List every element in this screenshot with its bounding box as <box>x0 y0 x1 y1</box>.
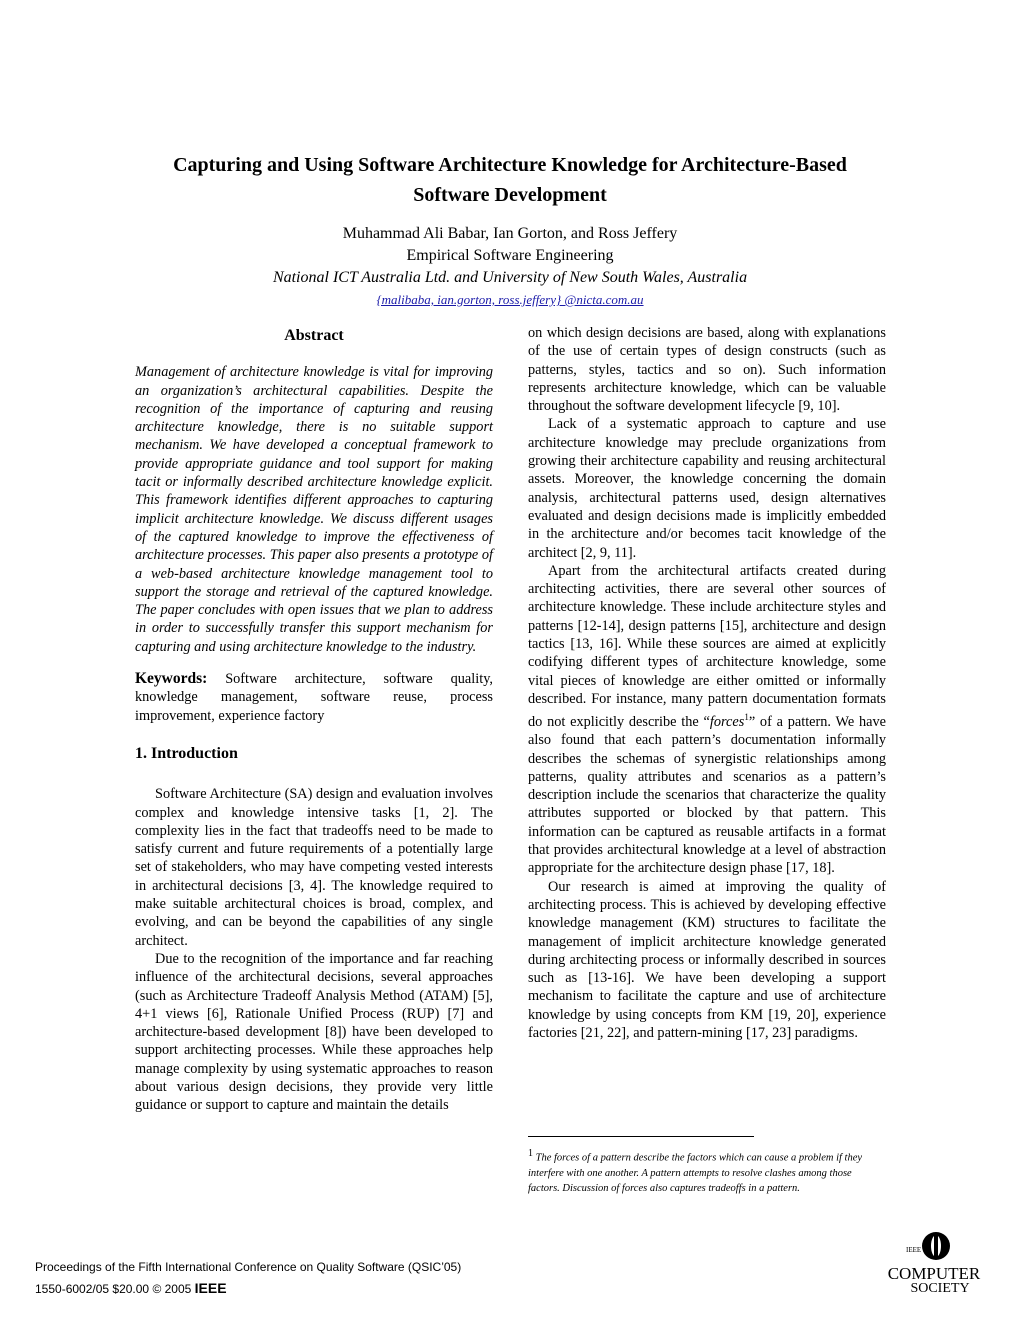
ieee-wordmark: IEEE <box>194 1280 227 1296</box>
author-block <box>100 223 920 311</box>
keywords-label: Keywords: <box>135 670 208 688</box>
abstract-heading: Abstract <box>284 327 344 344</box>
intro-paragraph-1: Software Architecture (SA) design and evaluation involves complex and knowledge intensive tasks [1, 2]. The complexity lies in the fact that tradeoffs need to be made to satisfy current and future requirements of a potentially large set of stakeholders, who may have competing vested interests in architectural decisions [3, 4]. The knowledge required to make suitable architectural choices is broad, complex, and evolving, and can be beyond the capabilities of any single architect. <box>135 786 493 949</box>
logo-line-1: COMPUTER <box>887 1264 981 1283</box>
footnote-rule <box>528 1136 754 1137</box>
footnote-mark: 1 <box>528 1148 533 1159</box>
title-line-1: Capturing and Using Software Architecture Knowledge for Architecture-Based <box>173 154 847 176</box>
footnote-text: The forces of a pattern describe the factors which can cause a problem if they interfere with one another. A pattern attempts to resolve clashes among those factors. Discussion of forces also captures tradeoffs in a pattern. <box>528 1152 863 1194</box>
keywords <box>135 670 493 725</box>
institution: National ICT Australia Ltd. and University of New South Wales, Australia <box>272 269 748 286</box>
paper-title <box>100 150 920 210</box>
forces-term: forces <box>709 714 745 730</box>
footnote <box>528 1146 886 1196</box>
page-footer <box>35 1257 461 1300</box>
issn-line <box>35 1278 461 1300</box>
issn-price: 1550-6002/05 $20.00 © 2005 <box>35 1282 192 1296</box>
right-paragraph-3 <box>528 562 886 878</box>
right-paragraph-3-start: Apart from the architectural artifacts created during architecting activities, there are several other sources of architecture knowledge. These include architecture styles and patterns [12-14], design patterns [15], architecture and design tactics [13, 16]. While these sources are aimed at explicitly codifying different types of architecture knowledge, some vital pieces of knowledge are either omitted or informally described. For instance, many pattern documentation formats do not explicitly describe the “ <box>528 562 886 730</box>
department: Empirical Software Engineering <box>406 247 614 264</box>
logo-small-text: IEEE <box>906 1246 922 1254</box>
right-column <box>528 324 886 1042</box>
proceedings-line: Proceedings of the Fifth International Conference on Quality Software (QSIC’05) <box>35 1260 462 1274</box>
left-column <box>135 320 493 1115</box>
right-paragraph-4: Our research is aimed at improving the quality of architecting process. This is achieved by developing effective knowledge management (KM) structures to facilitate the management of implicit architecture knowledge generated during architecting process or informally described in sources such as [13-16]. We have been developing a support mechanism to facilitate the capture and use of architecture knowledge by using concepts from KM [19, 20], experience factories [21, 22], and pattern-mining [17, 23] paradigms. <box>528 878 886 1042</box>
right-paragraph-3-end: ” of a pattern. We have also found that each pattern’s documentation informally describes the schemas of synergistic relationships among patterns, quality attributes and scenarios as a pattern’s description include the scenarios that characterize the quality attributes supported or blocked by that pattern. This information can be captured as reusable artifacts in a format that provides architectural knowledge at a level of abstraction appropriate for the architecture design phase [17, 18]. <box>528 714 886 877</box>
title-line-2: Software Development <box>413 184 607 206</box>
footnote-reference[interactable]: 1 <box>744 712 749 723</box>
logo-line-2: SOCIETY <box>910 1281 970 1294</box>
email-link[interactable]: {malibaba, ian.gorton, ross.jeffery} @nicta.com.au <box>376 292 644 307</box>
computer-society-logo <box>880 1230 988 1294</box>
right-paragraph-2: Lack of a systematic approach to capture and use architecture knowledge may preclude organizations from growing their architecture capability and reusing architectural assets. Moreover, the knowledge concerning the domain analysis, architectural patterns used, design alternatives evaluated and design decisions made is implicitly embedded in the architecture and/or becomes tacit knowledge of the architect [2, 9, 11]. <box>528 416 886 561</box>
section-heading-introduction: 1. Introduction <box>135 744 238 762</box>
keywords-text: Software architecture, software quality, knowledge management, software reuse, process improvement, experience factory <box>135 671 493 724</box>
computer-society-emblem-icon <box>880 1230 988 1294</box>
intro-paragraph-2: Due to the recognition of the importance and far reaching influence of the architectural decisions, several approaches (such as Architecture Tradeoff Analysis Method (ATAM) [5], 4+1 views [6], Rationale Unified Process (RUP) [7] and architecture-based development [8]) have been developed to support architecting processes. While these approaches help manage complexity by using systematic approaches to reason about various design decisions, they provide very little guidance or support to capture and maintain the details <box>135 950 493 1114</box>
author-names: Muhammad Ali Babar, Ian Gorton, and Ross Jeffery <box>342 225 678 242</box>
abstract-body: Management of architecture knowledge is vital for improving an organization’s architectural capabilities. Despite the recognition of the importance of capturing and reusing architecture knowledge, there is no suitable support mechanism. We have developed a conceptual framework to provide appropriate guidance and tool support for making tacit or informally described architecture knowledge explicit. This framework identifies different approaches to capturing implicit architecture knowledge. We discuss different usages of the captured knowledge to improve the effectiveness of architecture processes. This paper also presents a prototype of a web-based architecture knowledge management tool to support the storage and retrieval of the captured knowledge. The paper concludes with open issues that we plan to address in order to successfully transfer this support mechanism for capturing and using architecture knowledge to the industry. <box>135 364 493 655</box>
right-paragraph-1: on which design decisions are based, along with explanations of the use of certain types of design constructs (such as patterns, styles, tactics and so on). Such information represents architecture knowledge, which can be valuable throughout the software development lifecycle [9, 10]. <box>528 325 886 415</box>
